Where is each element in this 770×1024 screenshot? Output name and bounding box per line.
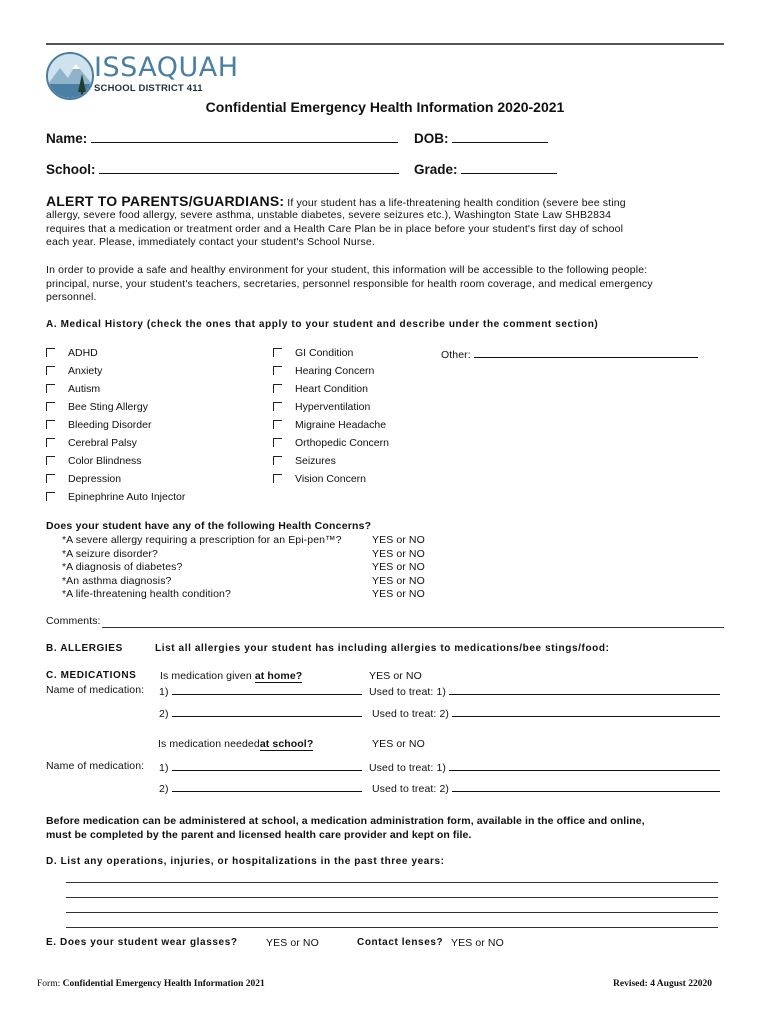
other-line[interactable] (474, 347, 698, 358)
other-label: Other: (441, 349, 471, 361)
checkbox-label: Bee Sting Allergy (68, 401, 148, 413)
checkbox-label: Epinephrine Auto Injector (68, 491, 186, 503)
school-used-1[interactable] (369, 760, 720, 774)
checkbox-label: Depression (68, 473, 122, 485)
alert-heading-line (46, 193, 736, 209)
logo-subtitle: SCHOOL DISTRICT 411 (94, 83, 203, 94)
used-to-treat-label: Used to treat: 2) (372, 708, 449, 720)
checkbox-label: Autism (68, 383, 101, 395)
district-logo (46, 52, 239, 100)
logo-name: ISSAQUAH (94, 52, 239, 83)
school-yes-no[interactable]: YES or NO (372, 738, 425, 750)
medical-history-col-2 (273, 347, 389, 490)
used-to-treat-label: Used to treat: 1) (369, 686, 446, 698)
checkbox-label: Anxiety (68, 365, 103, 377)
section-d-line-2[interactable] (66, 897, 718, 898)
school-label: School: (46, 162, 96, 177)
school-line[interactable] (99, 161, 399, 174)
checkbox-label: Bleeding Disorder (68, 419, 152, 431)
school-used-2[interactable] (372, 781, 720, 795)
section-d-line-1[interactable] (66, 882, 718, 883)
alert-line-1: If your student has a life-threatening health condition (severe bee sting (287, 197, 626, 209)
home-used-1[interactable] (369, 684, 720, 698)
used-to-treat-label: Used to treat: 2) (372, 783, 449, 795)
checkbox-icon[interactable] (273, 402, 282, 411)
checkbox-label: Color Blindness (68, 455, 142, 467)
top-rule (46, 43, 724, 45)
checkbox-hyperventilation[interactable] (273, 401, 389, 418)
home-med-1-line[interactable] (172, 684, 362, 695)
home-question (160, 670, 302, 682)
school-med-1-line[interactable] (172, 760, 362, 771)
checkbox-gi-condition[interactable] (273, 347, 389, 364)
alert-line-2: allergy, severe food allergy, severe asthma, unstable diabetes, severe seizures etc.), Washington State Law SHB2834 (46, 209, 612, 221)
footer-revised: Revised: 4 August 22020 (613, 979, 712, 989)
school-used-1-line[interactable] (449, 760, 720, 771)
school-question-text: Is medication needed (158, 738, 260, 750)
concern-seizure: *A seizure disorder? (62, 547, 158, 560)
home-used-1-line[interactable] (449, 684, 720, 695)
checkbox-heart-condition[interactable] (273, 383, 389, 400)
concern-life-threatening: *A life-threatening health condition? (62, 588, 231, 601)
alert-heading: ALERT TO PARENTS/GUARDIANS: (46, 193, 285, 209)
checkbox-icon[interactable] (46, 438, 55, 447)
intro-line-3: personnel. (46, 291, 97, 303)
footer-form-title: Confidential Emergency Health Information 2021 (62, 979, 265, 989)
checkbox-icon[interactable] (273, 420, 282, 429)
checkbox-label: Orthopedic Concern (295, 437, 389, 449)
home-med-1[interactable] (159, 684, 362, 698)
checkbox-icon[interactable] (273, 438, 282, 447)
page-title: Confidential Emergency Health Information 2020-2021 (205, 99, 565, 115)
school-field[interactable] (46, 161, 399, 177)
school-med-1[interactable] (159, 760, 362, 774)
home-used-2-line[interactable] (452, 706, 720, 717)
checkbox-icon[interactable] (46, 474, 55, 483)
section-d-line-3[interactable] (66, 912, 718, 913)
school-med-2-line[interactable] (172, 781, 362, 792)
checkbox-label: Vision Concern (295, 473, 367, 485)
checkbox-icon[interactable] (273, 366, 282, 375)
contacts-label: Contact lenses? (357, 937, 444, 948)
checkbox-label: Hyperventilation (295, 401, 371, 413)
checkbox-icon[interactable] (46, 402, 55, 411)
checkbox-depression[interactable] (46, 473, 185, 490)
checkbox-label: Cerebral Palsy (68, 437, 137, 449)
dob-label: DOB: (414, 131, 449, 146)
dob-line[interactable] (452, 130, 548, 143)
checkbox-icon[interactable] (46, 492, 55, 501)
yes-no-option[interactable]: YES or NO (372, 588, 425, 601)
grade-label: Grade: (414, 162, 458, 177)
medication-name-label-1: Name of medication: (46, 684, 145, 696)
section-a-heading: A. Medical History (check the ones that apply to your student and describe under the comment section) (46, 319, 599, 330)
footer-form-label: Form: (37, 979, 61, 989)
checkbox-cerebral-palsy[interactable] (46, 437, 185, 454)
section-d-line-4[interactable] (66, 927, 718, 928)
medical-history-col-1 (46, 347, 185, 508)
glasses-yes-no[interactable]: YES or NO (266, 937, 319, 949)
school-question (158, 738, 313, 750)
checkbox-migraine[interactable] (273, 419, 389, 436)
alert-line-3: requires that a medication or treatment order and a Health Care Plan be in place before your student's first day of school (46, 222, 624, 235)
concern-epipen: *A severe allergy requiring a prescription for an Epi-pen™? (62, 534, 342, 546)
item-number: 2) (159, 708, 169, 720)
name-line[interactable] (91, 130, 398, 143)
checkbox-color-blindness[interactable] (46, 455, 185, 472)
checkbox-orthopedic[interactable] (273, 437, 389, 454)
intro-line-2: principal, nurse, your student's teachers, secretaries, personnel responsible for health room coverage, and medical emergency (46, 277, 653, 290)
name-label: Name: (46, 131, 88, 146)
yes-no-option[interactable]: YES or NO (372, 534, 425, 546)
concerns-answers (372, 534, 425, 602)
checkbox-label: Seizures (295, 455, 336, 467)
medication-notice (46, 815, 736, 843)
checkbox-adhd[interactable] (46, 347, 185, 364)
checkbox-label: GI Condition (295, 347, 354, 359)
notice-line-2: must be completed by the parent and licensed health care provider and kept on file. (46, 828, 472, 841)
mountain-emblem-icon (46, 52, 94, 100)
school-used-2-line[interactable] (452, 781, 720, 792)
checkbox-icon[interactable] (46, 420, 55, 429)
intro-line-1: In order to provide a safe and healthy environment for your student, this information will be accessible to the following people: (46, 264, 648, 276)
checkbox-anxiety[interactable] (46, 365, 185, 382)
concerns-heading: Does your student have any of the following Health Concerns? (46, 520, 372, 532)
home-med-2[interactable] (159, 706, 362, 720)
school-med-2[interactable] (159, 781, 362, 795)
intro-paragraph (46, 264, 726, 305)
section-b-text: List all allergies your student has including allergies to medications/bee stings/food: (155, 643, 610, 654)
checkbox-icon[interactable] (46, 348, 55, 357)
checkbox-bleeding-disorder[interactable] (46, 419, 185, 436)
item-number: 1) (159, 686, 169, 698)
concerns-questions (62, 534, 342, 602)
checkbox-label: Hearing Concern (295, 365, 375, 377)
footer-form-name (37, 979, 265, 989)
grade-line[interactable] (461, 161, 557, 174)
yes-no-option[interactable]: YES or NO (372, 547, 425, 560)
checkbox-autism[interactable] (46, 383, 185, 400)
section-d-heading: D. List any operations, injuries, or hospitalizations in the past three years: (46, 856, 445, 867)
checkbox-label: Heart Condition (295, 383, 368, 395)
item-number: 2) (159, 783, 169, 795)
at-school-label: at school? (259, 738, 314, 750)
comments-line[interactable] (102, 627, 724, 628)
checkbox-bee-sting-allergy[interactable] (46, 401, 185, 418)
name-field[interactable] (46, 130, 398, 146)
yes-no-option[interactable]: YES or NO (372, 561, 425, 574)
checkbox-hearing-concern[interactable] (273, 365, 389, 382)
checkbox-icon[interactable] (46, 366, 55, 375)
checkbox-icon[interactable] (273, 474, 282, 483)
checkbox-vision-concern[interactable] (273, 473, 389, 490)
grade-field[interactable] (414, 161, 557, 177)
checkbox-icon[interactable] (273, 384, 282, 393)
section-c-heading: C. MEDICATIONS (46, 670, 137, 681)
item-number: 1) (159, 762, 169, 774)
section-e-heading: E. Does your student wear glasses? (46, 937, 238, 948)
medication-name-label-2: Name of medication: (46, 760, 145, 772)
checkbox-icon[interactable] (273, 348, 282, 357)
checkbox-seizures[interactable] (273, 455, 389, 472)
used-to-treat-label: Used to treat: 1) (369, 762, 446, 774)
checkbox-icon[interactable] (273, 456, 282, 465)
notice-line-1: Before medication can be administered at school, a medication administration form, available in the office and online, (46, 815, 645, 827)
alert-body (46, 209, 726, 250)
checkbox-epinephrine[interactable] (46, 491, 185, 508)
at-home-label: at home? (254, 670, 303, 682)
home-yes-no[interactable]: YES or NO (369, 670, 422, 682)
contacts-yes-no[interactable]: YES or NO (451, 937, 504, 949)
checkbox-icon[interactable] (46, 456, 55, 465)
other-field[interactable] (441, 347, 698, 361)
home-question-text: Is medication given (160, 670, 252, 682)
home-used-2[interactable] (372, 706, 720, 720)
yes-no-option[interactable]: YES or NO (372, 574, 425, 587)
concern-asthma: *An asthma diagnosis? (62, 574, 172, 587)
concern-diabetes: *A diagnosis of diabetes? (62, 561, 183, 574)
dob-field[interactable] (414, 130, 548, 146)
comments-label: Comments: (46, 615, 101, 627)
checkbox-label: ADHD (68, 347, 98, 359)
checkbox-icon[interactable] (46, 384, 55, 393)
section-b-heading: B. ALLERGIES (46, 643, 123, 654)
alert-line-4: each year. Please, immediately contact your student's School Nurse. (46, 236, 375, 248)
home-med-2-line[interactable] (172, 706, 362, 717)
checkbox-label: Migraine Headache (295, 419, 387, 431)
